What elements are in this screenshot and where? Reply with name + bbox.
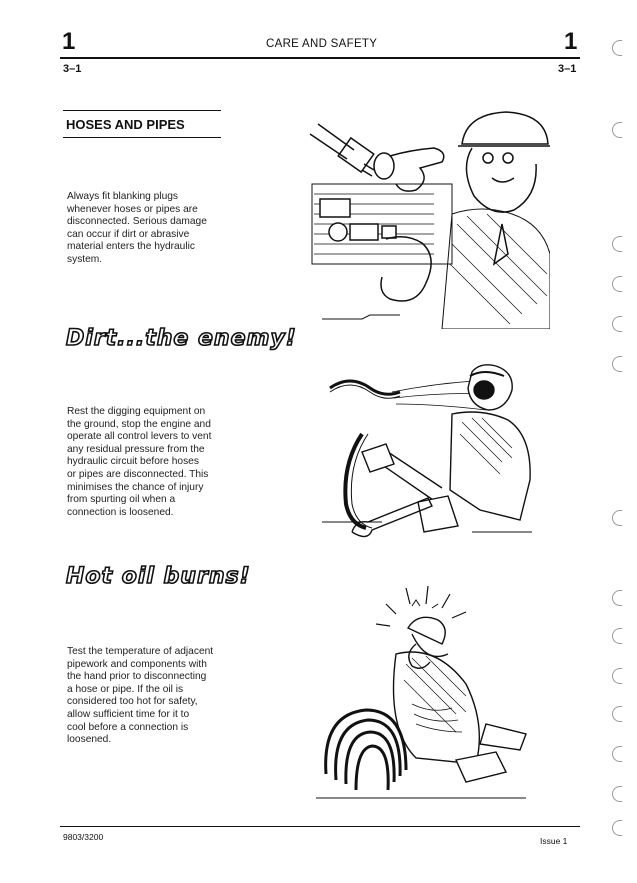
section-number-left: 3–1: [63, 63, 82, 75]
heading-rule-bottom: [63, 137, 221, 138]
heading-rule-top: [63, 110, 221, 111]
hot-oil-burn-illustration: [316, 584, 536, 810]
footer-rule: [60, 826, 580, 827]
slogan-dirt: Dirt...the enemy!: [66, 326, 297, 351]
section-number-right: 3–1: [558, 63, 577, 75]
section-1-text: Always fit blanking plugs whenever hoses or pipes are disconnected. Serious damage can occur if dirt or abrasive material enters the hydraulic system.: [67, 191, 207, 265]
doc-number: 9803/3200: [63, 832, 104, 842]
section-2-text: Rest the digging equipment on the ground, stop the engine and operate all control levers to vent any residual pressure from the hydraulic circuit before hoses or pipes are disconnected. This minimises the chance of injury from spurting oil when a connection is loosened.: [67, 406, 212, 518]
slogan-hot-oil: Hot oil burns!: [66, 564, 251, 589]
chapter-number-right: 1: [564, 28, 578, 55]
header-rule: [60, 57, 580, 59]
issue-number: Issue 1: [540, 836, 568, 846]
hose-blanking-plug-illustration: [302, 104, 550, 329]
chapter-number-left: 1: [62, 28, 76, 55]
section-3-text: Test the temperature of adjacent pipework and components with the hand prior to disconnecting a hose or pipe. If the oil is considered too hot for safety, allow sufficient time for it to cool before a connection is loosened.: [67, 646, 214, 746]
oil-spurting-illustration: [322, 362, 540, 544]
page-title: CARE AND SAFETY: [266, 38, 378, 50]
section-heading: HOSES AND PIPES: [66, 117, 185, 132]
